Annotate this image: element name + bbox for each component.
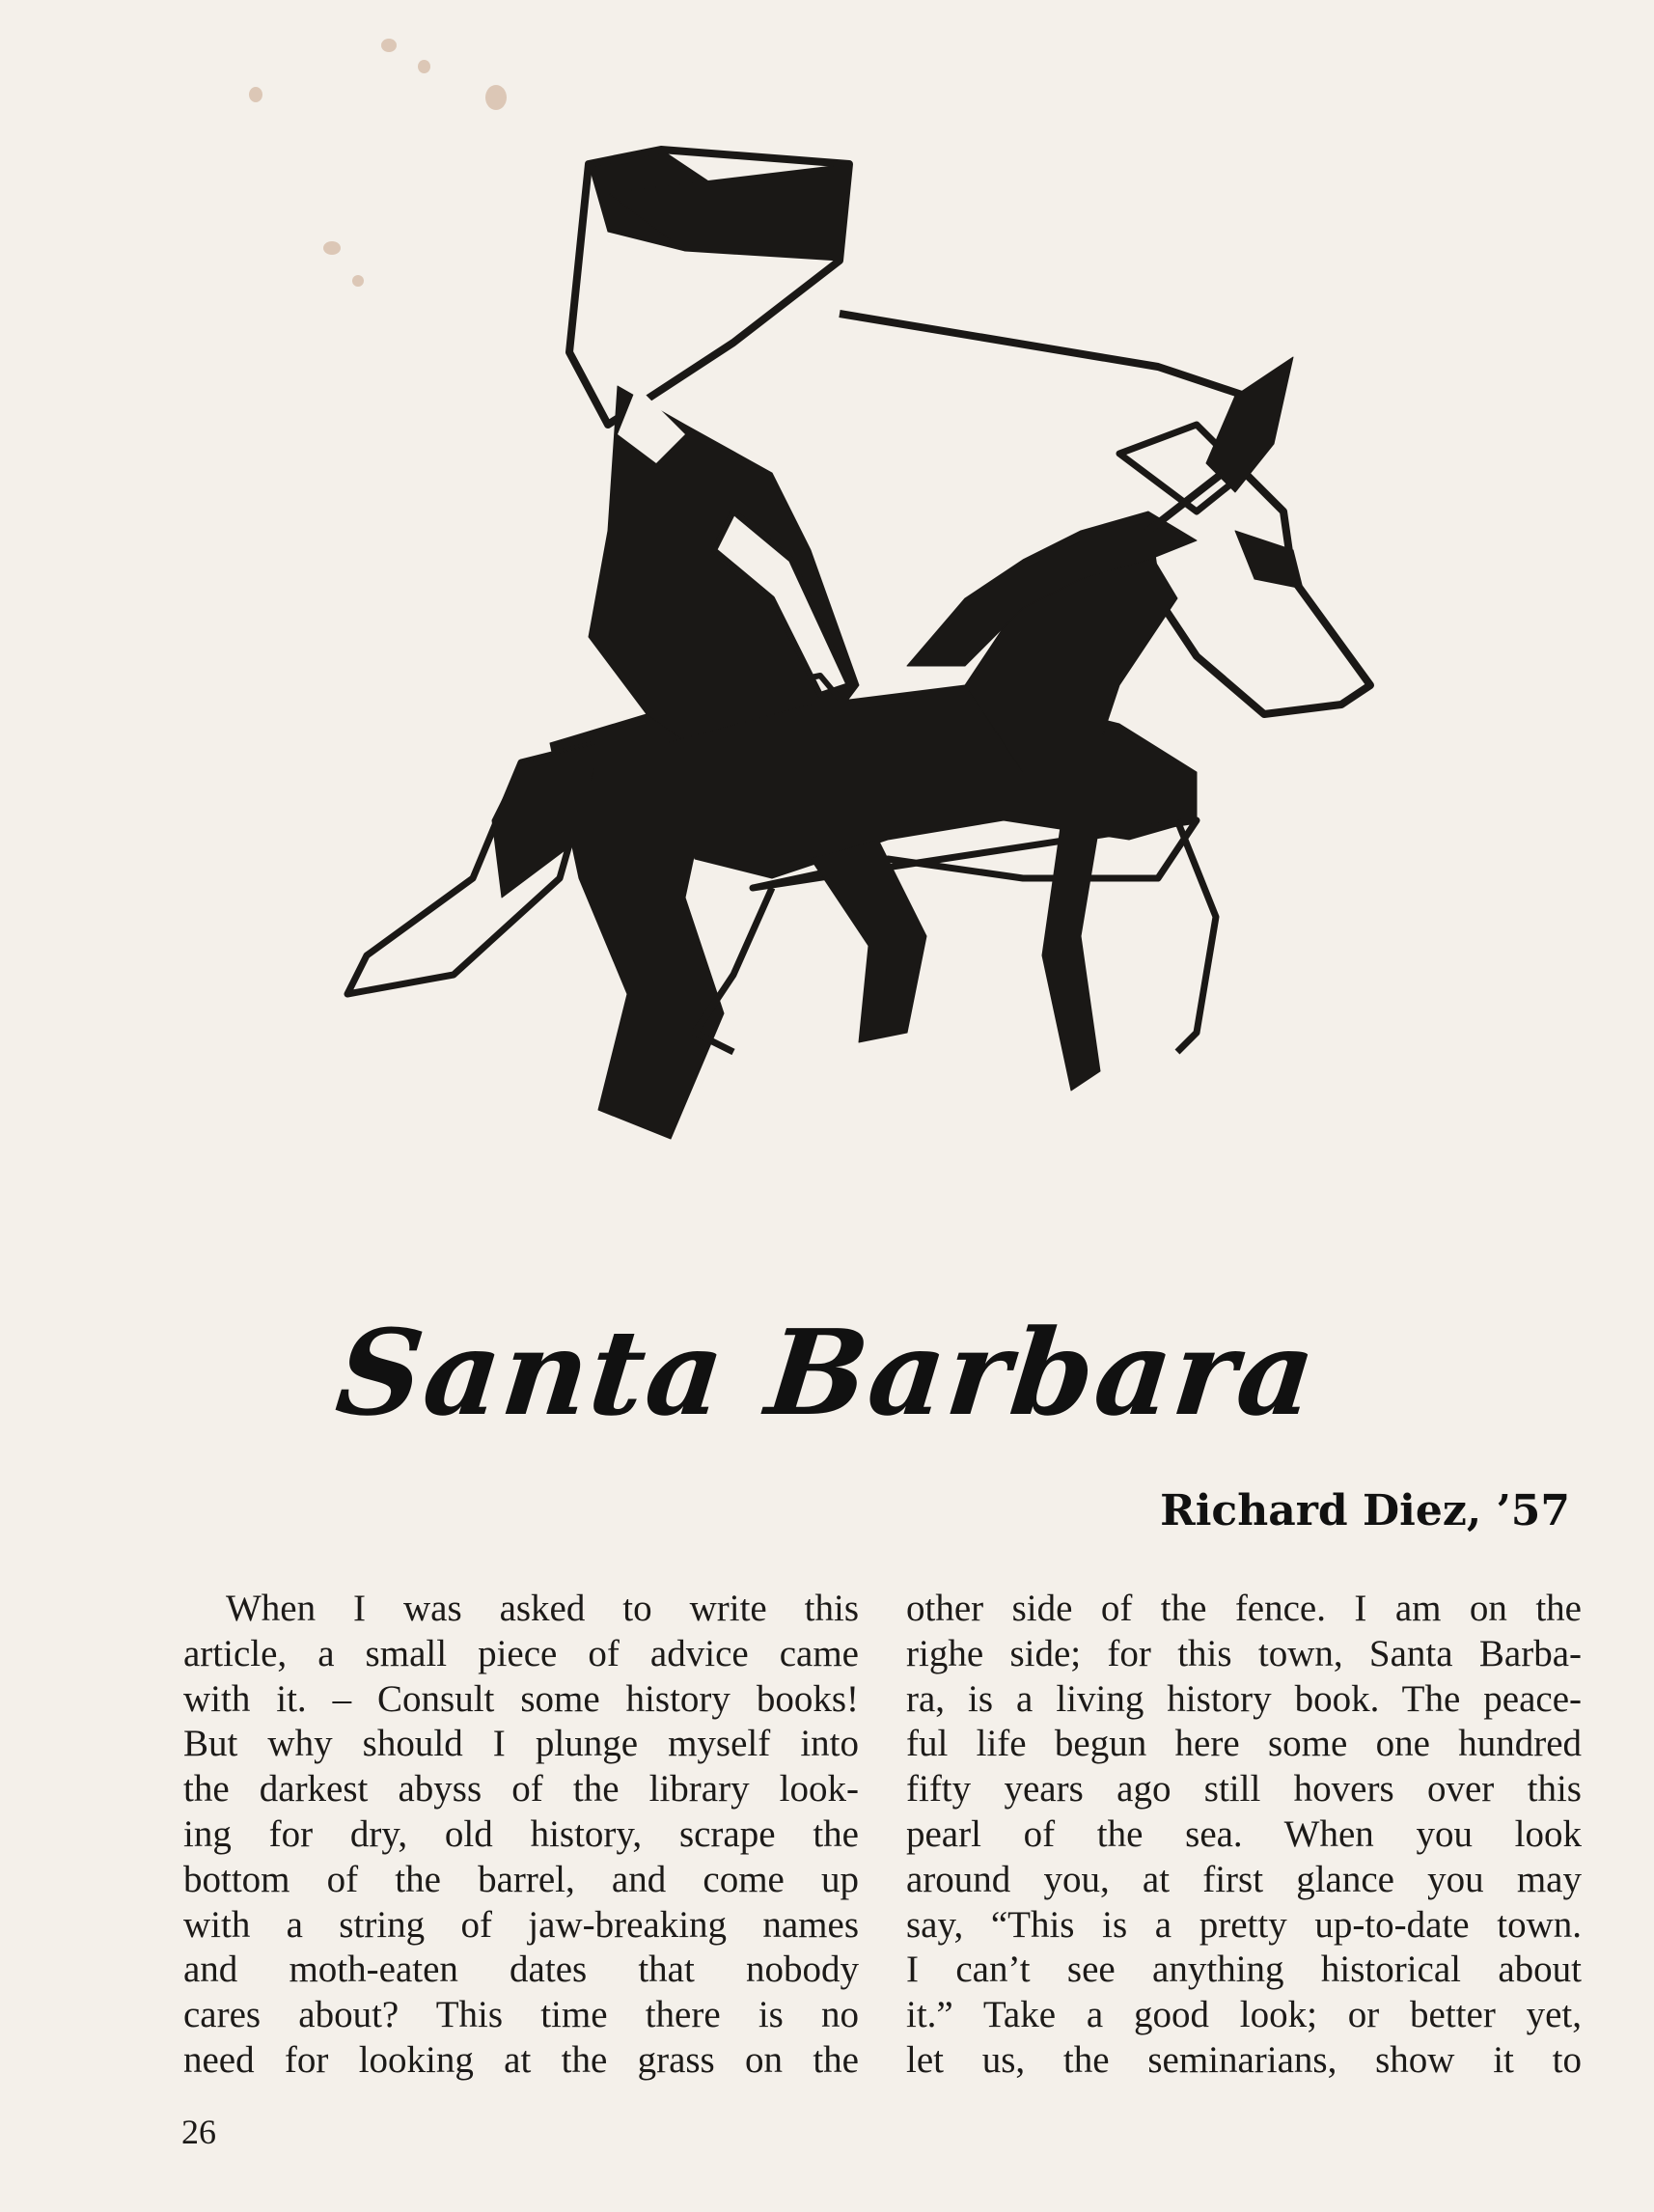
text-line: let us, the seminarians, show it to [906, 2038, 1582, 2081]
article-title: Santa Barbara [330, 1303, 1324, 1442]
text-line: it.” Take a good look; or better yet, [906, 1994, 1582, 2036]
text-line: bottom of the barrel, and come up [183, 1858, 859, 1900]
text-line: say, “This is a pretty up-to-date town. [906, 1903, 1582, 1946]
donkey-front-leg [1042, 820, 1100, 1091]
paper-stain [418, 60, 430, 73]
text-line: article, a small piece of advice came [183, 1632, 859, 1674]
paper-stain [485, 85, 507, 110]
text-line: But why should I plunge myself into [183, 1723, 859, 1765]
author-byline: Richard Diez, ’57 [1160, 1486, 1570, 1535]
text-line: When I was asked to write this [226, 1588, 859, 1629]
text-line: the darkest abyss of the library look- [183, 1768, 859, 1811]
text-line: with a string of jaw-breaking names [183, 1903, 859, 1946]
donkey-foreleg-outline [1177, 820, 1216, 1052]
text-line: with it. – Consult some history books! [183, 1677, 859, 1720]
paper-stain [381, 39, 397, 52]
text-line: and moth-eaten dates that nobody [183, 1949, 859, 1991]
text-line: ra, is a living history book. The peace- [906, 1677, 1582, 1720]
text-line: around you, at first glance you may [906, 1858, 1582, 1900]
donkey-eye-patch [1235, 531, 1303, 589]
rider-on-donkey-illustration [232, 145, 1467, 1293]
donkey-ear-right [1206, 357, 1293, 492]
text-line: I can’t see anything historical about [906, 1949, 1582, 1991]
article-column-left [183, 1587, 859, 2084]
text-line: need for looking at the grass on the [183, 2038, 859, 2081]
text-line: ful life begun here some one hundred [906, 1723, 1582, 1765]
donkey-hind-leg [811, 840, 926, 1042]
text-line: fifty years ago still hovers over this [906, 1768, 1582, 1811]
text-line: cares about? This time there is no [183, 1994, 859, 2036]
text-line: righe side; for this town, Santa Barba- [906, 1632, 1582, 1674]
article-column-right [906, 1587, 1582, 2084]
paper-stain [249, 87, 262, 102]
text-line: ing for dry, old history, scrape the [183, 1812, 859, 1855]
text-line: pearl of the sea. When you look [906, 1812, 1582, 1855]
page-number: 26 [181, 2113, 216, 2151]
reins-line [840, 314, 1245, 396]
text-line: other side of the fence. I am on the [906, 1588, 1582, 1629]
